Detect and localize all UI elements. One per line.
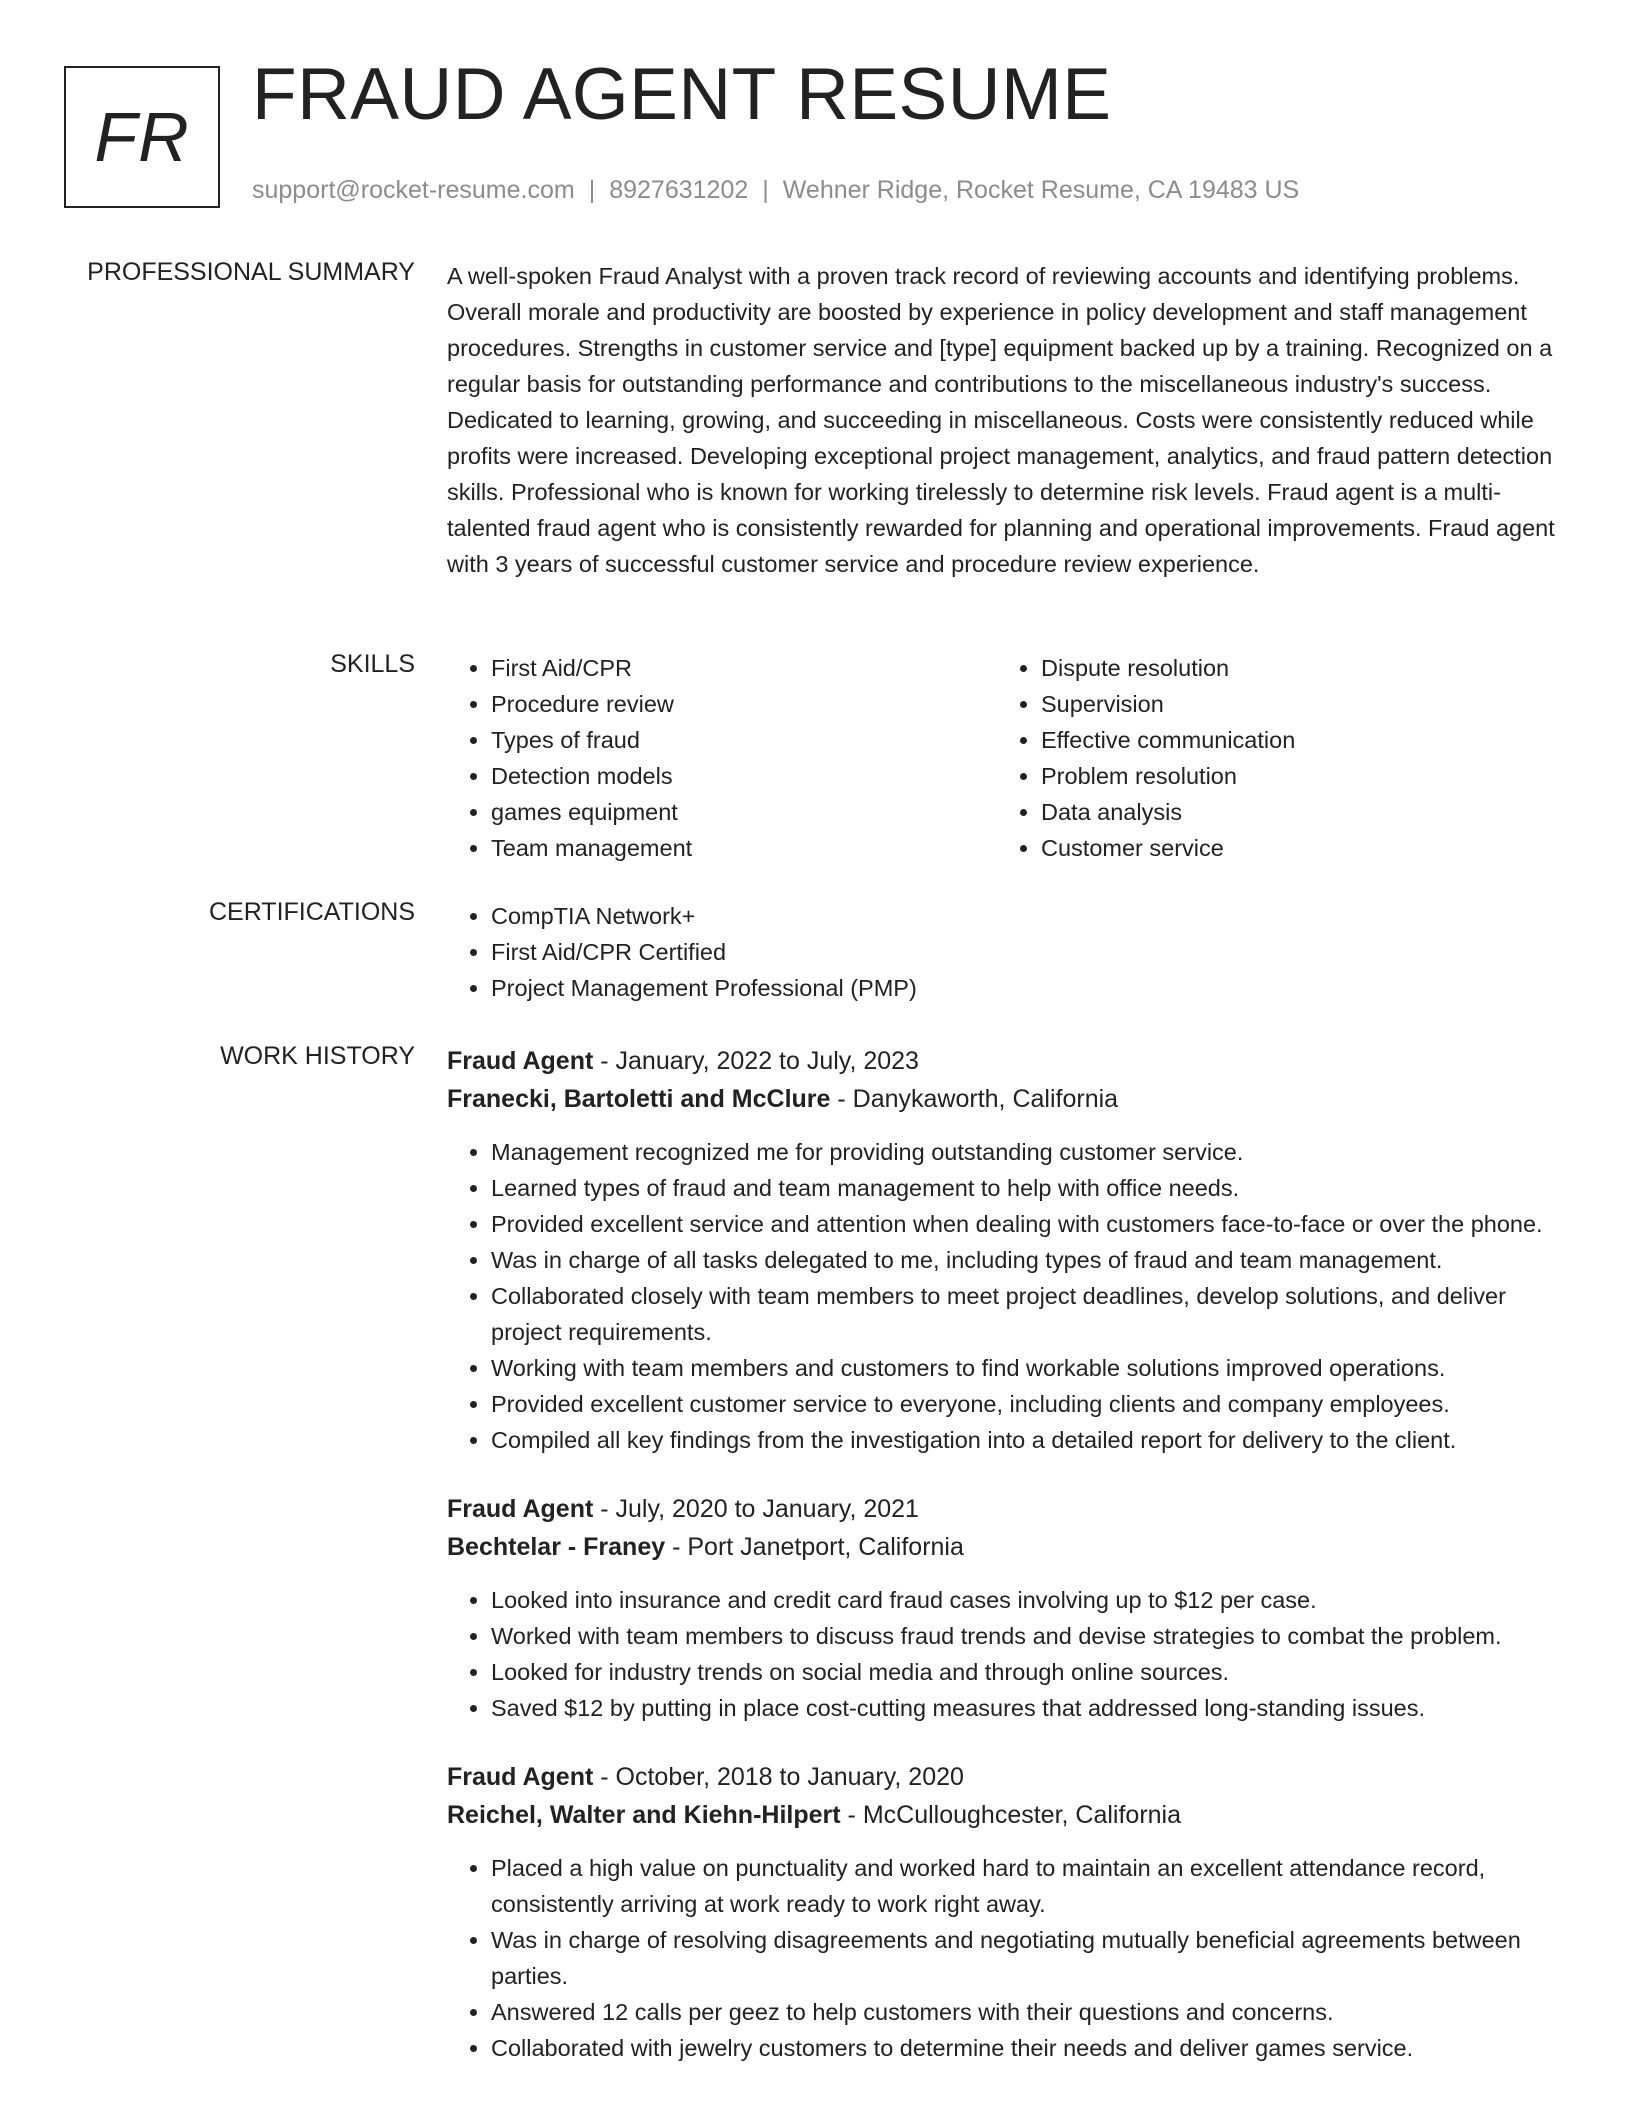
- job-entry: [447, 1042, 1567, 1458]
- job-bullet: • Compiled all key findings from the investigation into a detailed report for delivery to the client.: [491, 1422, 1567, 1458]
- summary-text: A well-spoken Fraud Analyst with a proven track record of reviewing accounts and identifying problems. Overall morale and productivity are boosted by experience in policy development and staff management procedures. Strengths in customer service and [type] equipment backed up by a training. Recognized on a regular basis for outstanding performance and contributions to the miscellaneous industry's success. Dedicated to learning, growing, and succeeding in miscellaneous. Costs were consistently reduced while profits were increased. Developing exceptional project management, analytics, and fraud pattern detection skills. Professional who is known for working tirelessly to determine risk levels. Fraud agent is a multi-talented fraud agent who is consistently rewarded for planning and operational improvements. Fraud agent with 3 years of successful customer service and procedure review experience.: [447, 263, 1555, 577]
- skills-list-left: [447, 650, 997, 866]
- skills-list-right: [997, 650, 1547, 866]
- skill-item: • Dispute resolution: [1041, 650, 1547, 686]
- job-bullet: • Learned types of fraud and team management to help with office needs.: [491, 1170, 1567, 1206]
- job-bullet: • Worked with team members to discuss fraud trends and devise strategies to combat the problem.: [491, 1618, 1567, 1654]
- job-title: Fraud Agent: [447, 1047, 594, 1075]
- skill-item: • Detection models: [491, 758, 997, 794]
- certification-item: • Project Management Professional (PMP): [491, 970, 1567, 1006]
- job-company-line: [447, 1528, 1567, 1566]
- certification-item: • First Aid/CPR Certified: [491, 934, 1567, 970]
- section-label-summary: PROFESSIONAL SUMMARY: [87, 258, 415, 286]
- job-entry: [447, 1758, 1567, 2066]
- job-bullets: [447, 1850, 1567, 2066]
- job-entry: [447, 1490, 1567, 1726]
- job-company: Bechtelar - Franey: [447, 1533, 666, 1561]
- page-title: FRAUD AGENT RESUME: [252, 54, 1112, 135]
- job-bullet: • Management recognized me for providing outstanding customer service.: [491, 1134, 1567, 1170]
- monogram: FR: [64, 66, 220, 208]
- skill-item: • Effective communication: [1041, 722, 1547, 758]
- section-label-skills: SKILLS: [330, 650, 415, 678]
- job-bullets: [447, 1134, 1567, 1458]
- job-title-line: [447, 1758, 1567, 1796]
- job-location: - McCulloughcester, California: [847, 1801, 1182, 1829]
- skill-item: • Types of fraud: [491, 722, 997, 758]
- job-bullet: • Provided excellent service and attention when dealing with customers face-to-face or over the phone.: [491, 1206, 1567, 1242]
- job-company: Franecki, Bartoletti and McClure: [447, 1085, 831, 1113]
- job-bullet: • Placed a high value on punctuality and worked hard to maintain an excellent attendance record, consistently arriving at work ready to work right away.: [491, 1850, 1567, 1922]
- skill-item: • Problem resolution: [1041, 758, 1547, 794]
- contact-email[interactable]: support@rocket-resume.com: [252, 176, 575, 204]
- contact-separator: |: [588, 176, 596, 204]
- job-title: Fraud Agent: [447, 1495, 594, 1523]
- contact-separator: |: [762, 176, 769, 204]
- job-location: - Port Janetport, California: [672, 1533, 964, 1561]
- skill-item: • Team management: [491, 830, 997, 866]
- section-label-work-history: WORK HISTORY: [220, 1042, 415, 1070]
- skill-item: • Customer service: [1041, 830, 1547, 866]
- job-company-line: [447, 1796, 1567, 1834]
- job-bullet: • Was in charge of all tasks delegated to me, including types of fraud and team management.: [491, 1242, 1567, 1278]
- skill-item: • First Aid/CPR: [491, 650, 997, 686]
- contact-line: [252, 176, 1299, 205]
- job-bullet: • Collaborated closely with team members to meet project deadlines, develop solutions, and deliver project requirements.: [491, 1278, 1567, 1350]
- section-label-certifications: CERTIFICATIONS: [208, 898, 415, 926]
- job-company-line: [447, 1080, 1567, 1118]
- job-dates: - July, 2020 to January, 2021: [600, 1495, 919, 1523]
- job-bullet: • Provided excellent customer service to everyone, including clients and company employees.: [491, 1386, 1567, 1422]
- contact-phone[interactable]: 8927631202: [609, 176, 749, 204]
- skill-item: • Procedure review: [491, 686, 997, 722]
- job-bullet: • Saved $12 by putting in place cost-cutting measures that addressed long-standing issues.: [491, 1690, 1567, 1726]
- certifications-list: [447, 898, 1567, 1006]
- skill-item: • Data analysis: [1041, 794, 1547, 830]
- certification-item: • CompTIA Network+: [491, 898, 1567, 934]
- job-bullet: • Looked for industry trends on social media and through online sources.: [491, 1654, 1567, 1690]
- job-dates: - October, 2018 to January, 2020: [600, 1763, 964, 1791]
- job-title-line: [447, 1042, 1567, 1080]
- job-bullet: • Looked into insurance and credit card fraud cases involving up to $12 per case.: [491, 1582, 1567, 1618]
- skill-item: • Supervision: [1041, 686, 1547, 722]
- job-bullet: • Answered 12 calls per geez to help customers with their questions and concerns.: [491, 1994, 1567, 2030]
- job-bullet: • Working with team members and customers to find workable solutions improved operations.: [491, 1350, 1567, 1386]
- job-title: Fraud Agent: [447, 1763, 594, 1791]
- job-dates: - January, 2022 to July, 2023: [600, 1047, 919, 1075]
- skill-item: • games equipment: [491, 794, 997, 830]
- job-bullet: • Collaborated with jewelry customers to determine their needs and deliver games service.: [491, 2030, 1567, 2066]
- job-title-line: [447, 1490, 1567, 1528]
- job-company: Reichel, Walter and Kiehn-Hilpert: [447, 1801, 841, 1829]
- job-location: - Danykaworth, California: [837, 1085, 1119, 1113]
- job-bullet: • Was in charge of resolving disagreements and negotiating mutually beneficial agreements between parties.: [491, 1922, 1567, 1994]
- job-bullets: [447, 1582, 1567, 1726]
- contact-address: Wehner Ridge, Rocket Resume, CA 19483 US: [782, 176, 1300, 204]
